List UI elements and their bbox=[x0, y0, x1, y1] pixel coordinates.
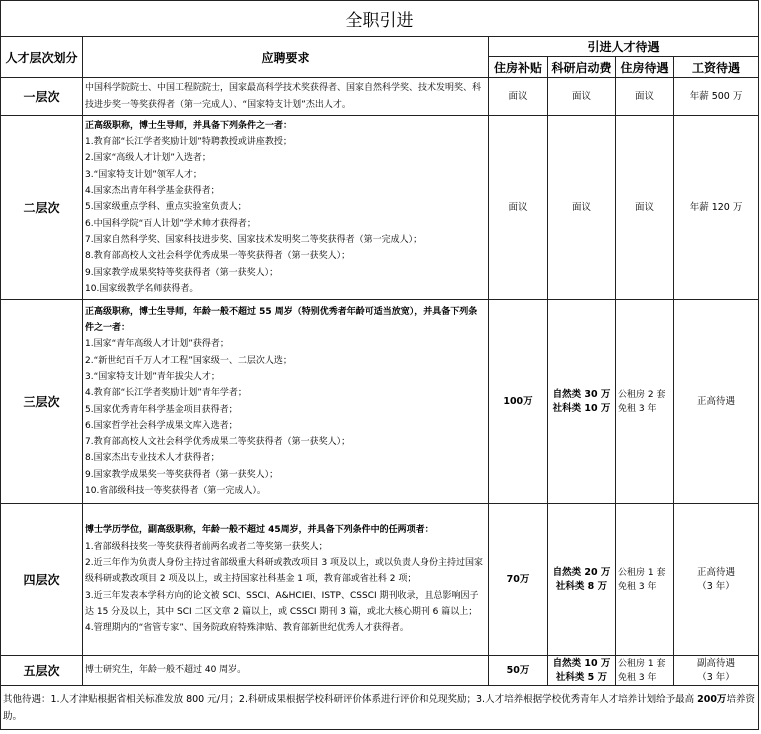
requirement-cell bbox=[83, 300, 489, 504]
requirement-cell bbox=[83, 504, 489, 656]
research-fund-line: 社科类 8 万 bbox=[555, 580, 608, 592]
research-fund-cell bbox=[548, 504, 616, 656]
salary-cell bbox=[674, 300, 759, 504]
research-fund-cell bbox=[548, 78, 616, 116]
research-fund-line: 面议 bbox=[571, 201, 591, 213]
salary-line: （3 年） bbox=[697, 671, 735, 683]
requirement-item: 7.国家自然科学奖、国家科技进步奖、国家技术发明奖二等奖获得者（第一完成人）； bbox=[85, 234, 423, 245]
research-fund-line: 自然类 10 万 bbox=[552, 657, 611, 669]
requirement-item: 6.国家哲学社会科学成果文库入选者； bbox=[85, 420, 238, 431]
requirement-intro: 正高级职称，博士生导师，年龄一般不超过 55 周岁（特别优秀者年龄可适当放宽），并具备下列条件之一者： bbox=[85, 306, 478, 334]
housing-cell: 面议 bbox=[616, 116, 674, 300]
housing-subsidy-cell: 50万 bbox=[489, 656, 548, 686]
salary-cell bbox=[674, 656, 759, 686]
footer-highlight: 200万 bbox=[697, 693, 727, 705]
research-fund-line: 自然类 30 万 bbox=[552, 388, 611, 400]
housing-subsidy-cell: 100万 bbox=[489, 300, 548, 504]
requirement-item: 8.教育部高校人文社会科学优秀成果一等奖获得者（第一获奖人）； bbox=[85, 251, 351, 262]
requirement-item: 5.国家级重点学科、重点实验室负责人； bbox=[85, 202, 247, 213]
research-fund-line: 社科类 5 万 bbox=[555, 671, 608, 683]
requirement-cell bbox=[83, 78, 489, 116]
requirement-item: 5.国家优秀青年科学基金项目获得者； bbox=[85, 404, 238, 415]
level-cell: 四层次 bbox=[1, 504, 83, 656]
housing-subsidy-cell: 面议 bbox=[489, 78, 548, 116]
housing-subsidy-cell: 面议 bbox=[489, 116, 548, 300]
salary-line: （3 年） bbox=[697, 580, 735, 592]
header-requirement: 应聘要求 bbox=[83, 37, 489, 78]
salary-line: 正高待遇 bbox=[697, 395, 736, 407]
requirement-item: 1.省部级科技奖一等奖获得者前两名或者二等奖第一获奖人； bbox=[85, 541, 328, 552]
requirement-item: 2.“新世纪百千万人才工程”国家级一、二层次人选； bbox=[85, 355, 292, 366]
requirement-item: 10.省部级科技一等奖获得者（第一完成人）。 bbox=[85, 485, 266, 496]
table-row-level-3 bbox=[1, 300, 759, 504]
footer-suffix: 培养资助。 bbox=[3, 693, 755, 722]
requirement-item: 2.近三年作为负责人身份主持过省部级重大科研或教改项目 3 项及以上，或以负责人身份主持过国家级科研或教改项目 2 项及以上，或主持国家社科基金 1 项，教育部或省社科 2 项； bbox=[85, 558, 484, 585]
requirement-intro: 正高级职称，博士生导师，并具备下列条件之一者： bbox=[85, 120, 293, 131]
research-fund-line: 面议 bbox=[571, 90, 591, 102]
requirement-item: 3.近三年发表本学科方向的论文被 SCI、SSCI、A&HCIEI、ISTP、CSSCI 期刊收录，且总影响因子达 15 分及以上，其中 SCI 二区文章 2 篇以上，或 CSSCI 期刊 3 篇，或北大核心期刊 6 篇以上； bbox=[85, 590, 479, 617]
housing-cell: 公租房 1 套免租 3 年 bbox=[616, 504, 674, 656]
housing-cell: 公租房 2 套免租 3 年 bbox=[616, 300, 674, 504]
salary-line: 年薪 120 万 bbox=[689, 201, 743, 213]
research-fund-line: 社科类 10 万 bbox=[552, 402, 611, 414]
level-cell: 一层次 bbox=[1, 78, 83, 116]
table-row-level-5 bbox=[1, 656, 759, 686]
table-row-level-2 bbox=[1, 116, 759, 300]
research-fund-line: 自然类 20 万 bbox=[552, 566, 611, 578]
level-cell: 五层次 bbox=[1, 656, 83, 686]
salary-cell bbox=[674, 504, 759, 656]
table-row-level-4 bbox=[1, 504, 759, 656]
requirement-cell bbox=[83, 116, 489, 300]
requirement-item: 6.中国科学院“百人计划”学术帅才获得者； bbox=[85, 218, 256, 229]
requirement-item: 7.教育部高校人文社会科学优秀成果二等奖获得者（第一获奖人）； bbox=[85, 437, 351, 448]
header-housing: 住房待遇 bbox=[616, 57, 674, 78]
header-salary: 工资待遇 bbox=[674, 57, 759, 78]
requirement-item: 1.国家“青年高级人才计划”获得者； bbox=[85, 339, 229, 350]
table-title: 全职引进 bbox=[1, 1, 759, 37]
salary-cell bbox=[674, 78, 759, 116]
requirement-item: 9.国家教学成果奖一等奖获得者（第一获奖人）； bbox=[85, 469, 279, 480]
requirement-cell bbox=[83, 656, 489, 686]
requirement-item: 8.国家杰出专业技术人才获得者； bbox=[85, 453, 220, 464]
salary-line: 年薪 500 万 bbox=[689, 90, 743, 102]
requirement-item: 1.教育部“长江学者奖励计划”特聘教授或讲座教授； bbox=[85, 137, 292, 148]
table-row-level-1 bbox=[1, 78, 759, 116]
header-housing-subsidy: 住房补贴 bbox=[489, 57, 548, 78]
requirement-item: 4.管理期内的“省管专家”、国务院政府特殊津贴、教育部新世纪优秀人才获得者。 bbox=[85, 623, 409, 634]
research-fund-cell bbox=[548, 656, 616, 686]
requirement-item: 3.“国家特支计划”领军人才； bbox=[85, 169, 202, 180]
level-cell: 二层次 bbox=[1, 116, 83, 300]
requirement-item: 3.“国家特支计划”青年拔尖人才； bbox=[85, 371, 220, 382]
requirement-item: 博士研究生，年龄一般不超过 40 周岁。 bbox=[85, 665, 247, 676]
header-benefits: 引进人才待遇 bbox=[489, 37, 759, 57]
other-benefits-footer bbox=[1, 686, 759, 730]
requirement-item: 4.教育部“长江学者奖励计划”青年学者； bbox=[85, 388, 247, 399]
header-research-fund: 科研启动费 bbox=[548, 57, 616, 78]
housing-subsidy-cell: 70万 bbox=[489, 504, 548, 656]
housing-cell: 公租房 1 套免租 3 年 bbox=[616, 656, 674, 686]
requirement-item: 10.国家级教学名师获得者。 bbox=[85, 283, 199, 294]
salary-cell bbox=[674, 116, 759, 300]
footer-text: 其他待遇：1.人才津贴根据省相关标准发放 800 元/月；2.科研成果根据学校科研评价体系进行评价和兑现奖励；3.人才培养根据学校优秀青年人才培养计划给予最高 bbox=[3, 693, 698, 705]
requirement-item: 中国科学院院士、中国工程院院士，国家最高科学技术奖获得者、国家自然科学奖、技术发明奖、科技进步奖一等奖获得者（第一完成人）、“国家特支计划”杰出人才。 bbox=[85, 83, 482, 110]
salary-line: 正高待遇 bbox=[697, 566, 736, 578]
header-level: 人才层次划分 bbox=[1, 37, 83, 78]
housing-cell: 面议 bbox=[616, 78, 674, 116]
research-fund-cell bbox=[548, 300, 616, 504]
research-fund-cell bbox=[548, 116, 616, 300]
salary-line: 副高待遇 bbox=[697, 657, 736, 669]
requirement-intro: 博士学历学位，副高级职称，年龄一般不超过 45周岁，并具备下列条件中的任两项者： bbox=[85, 525, 434, 536]
level-cell: 三层次 bbox=[1, 300, 83, 504]
requirement-item: 4.国家杰出青年科学基金获得者； bbox=[85, 186, 220, 197]
requirement-item: 9.国家教学成果奖特等奖获得者（第一获奖人）； bbox=[85, 267, 279, 278]
requirement-item: 2.国家“高级人才计划”入选者； bbox=[85, 153, 211, 164]
